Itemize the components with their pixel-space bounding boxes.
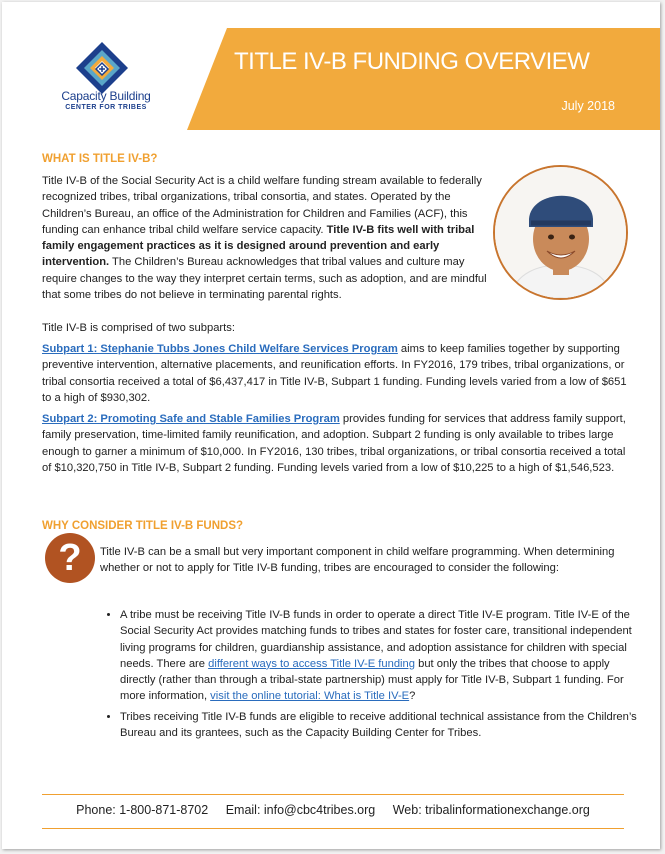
footer-web: Web: tribalinformationexchange.org: [392, 803, 590, 817]
header-date: July 2018: [561, 99, 615, 113]
subpart2-text: provides funding for services that address family support, family preservation, time-limited family reunification, and adoption. Subpart 2 funding is only available to tribes large enough to garner a minimum of $10,000. In FY2016, 130 tribes, tribal organizations, or tribal consortia received a total of $10,320,750 in Title IV-B, Subpart 2 funding. Funding levels varied from a low of $10,225 to a high of $1,546,523.: [42, 413, 626, 474]
child-portrait-image: [495, 167, 626, 298]
capacity-building-logo: [46, 42, 166, 122]
child-photo: [493, 165, 628, 300]
footer-divider-top: [42, 794, 624, 795]
list-item: [120, 709, 645, 742]
bullet1-text-b: but only the tribes that choose to apply directly (rather than through a tribal-state partnership) must apply for Title IV-B, Subpart 1 funding. For more information,: [120, 657, 624, 703]
why-intro-paragraph: Title IV-B can be a small but very important component in child welfare programming. When determining whether or not to apply for Title IV-B funding, tribes are encouraged to consider the following:: [100, 546, 615, 575]
question-mark-icon: ?: [45, 533, 95, 583]
intro-paragraph: [42, 173, 490, 303]
section-heading-what-is: WHAT IS TITLE IV-B?: [42, 153, 158, 165]
bullet1-text-c: ?: [409, 690, 416, 703]
bullet1-text-a: A tribe must be receiving Title IV-B funds in order to operate a direct Title IV-E program. Title IV-E of the Social Security Act provides matching funds to tribes and states for foster care, transitional independent living programs for children, guardianship assistance, and adoption assistance for children with special needs. There are: [120, 609, 632, 670]
footer-contact: [42, 803, 624, 817]
subpart2-link[interactable]: Subpart 2: Promoting Safe and Stable Families Program: [42, 413, 340, 425]
considerations-list: [100, 607, 645, 745]
logo-title: Capacity Building: [61, 89, 151, 103]
intro-text-b: The Children’s Bureau acknowledges that tribal values and culture may require changes to the way they interpret certain terms, such as adoption, and are mindful that some tribes do not believe in terminating parental rights.: [42, 256, 487, 302]
ive-access-link[interactable]: different ways to access Title IV-E funding: [208, 657, 415, 670]
section-heading-why-consider: WHY CONSIDER TITLE IV-B FUNDS?: [42, 520, 244, 532]
page-title: TITLE IV-B FUNDING OVERVIEW: [234, 48, 590, 75]
footer-phone: Phone: 1-800-871-8702: [76, 803, 209, 817]
footer-email: Email: info@cbc4tribes.org: [225, 803, 376, 817]
document-page: [2, 2, 660, 849]
logo-diamond-icon: [76, 42, 128, 94]
subpart1-paragraph: [42, 341, 632, 406]
footer-divider-bottom: [42, 828, 624, 829]
online-tutorial-link[interactable]: visit the online tutorial: What is Title IV-E: [210, 690, 410, 703]
intro-text-bold: Title IV-B fits well with tribal family engagement practices as it is designed around prevention and early intervention.: [42, 223, 475, 269]
list-item: [120, 607, 645, 705]
header-banner: [187, 28, 660, 130]
subpart1-link[interactable]: Subpart 1: Stephanie Tubbs Jones Child Welfare Services Program: [42, 343, 398, 355]
logo-subtitle: CENTER FOR TRIBES: [65, 104, 147, 111]
bullet2-text: Tribes receiving Title IV-B funds are eligible to receive additional technical assistance from the Children’s Bureau and its grantees, such as the Capacity Building Center for Tribes.: [120, 710, 637, 740]
subpart2-paragraph: [42, 411, 632, 476]
subpart1-text: aims to keep families together by supporting preventive intervention, alternative placements, and reunification efforts. In FY2016, 179 tribes, tribal organizations, or tribal consortia received a total of $6,437,417 in Title IV-B, Subpart 1 funding. Funding levels varied from a low of $651 to a high of $930,302.: [42, 343, 627, 404]
intro-text-a: Title IV-B of the Social Security Act is a child welfare funding stream available to federally recognized tribes, tribal organizations, tribal consortia, and states. Operated by the Children’s Bureau, an office of the Administration for Children and Families (ACF), this funding can enhance tribal child welfare service capacity.: [42, 175, 482, 236]
comprised-text: Title IV-B is comprised of two subparts:: [42, 322, 235, 334]
